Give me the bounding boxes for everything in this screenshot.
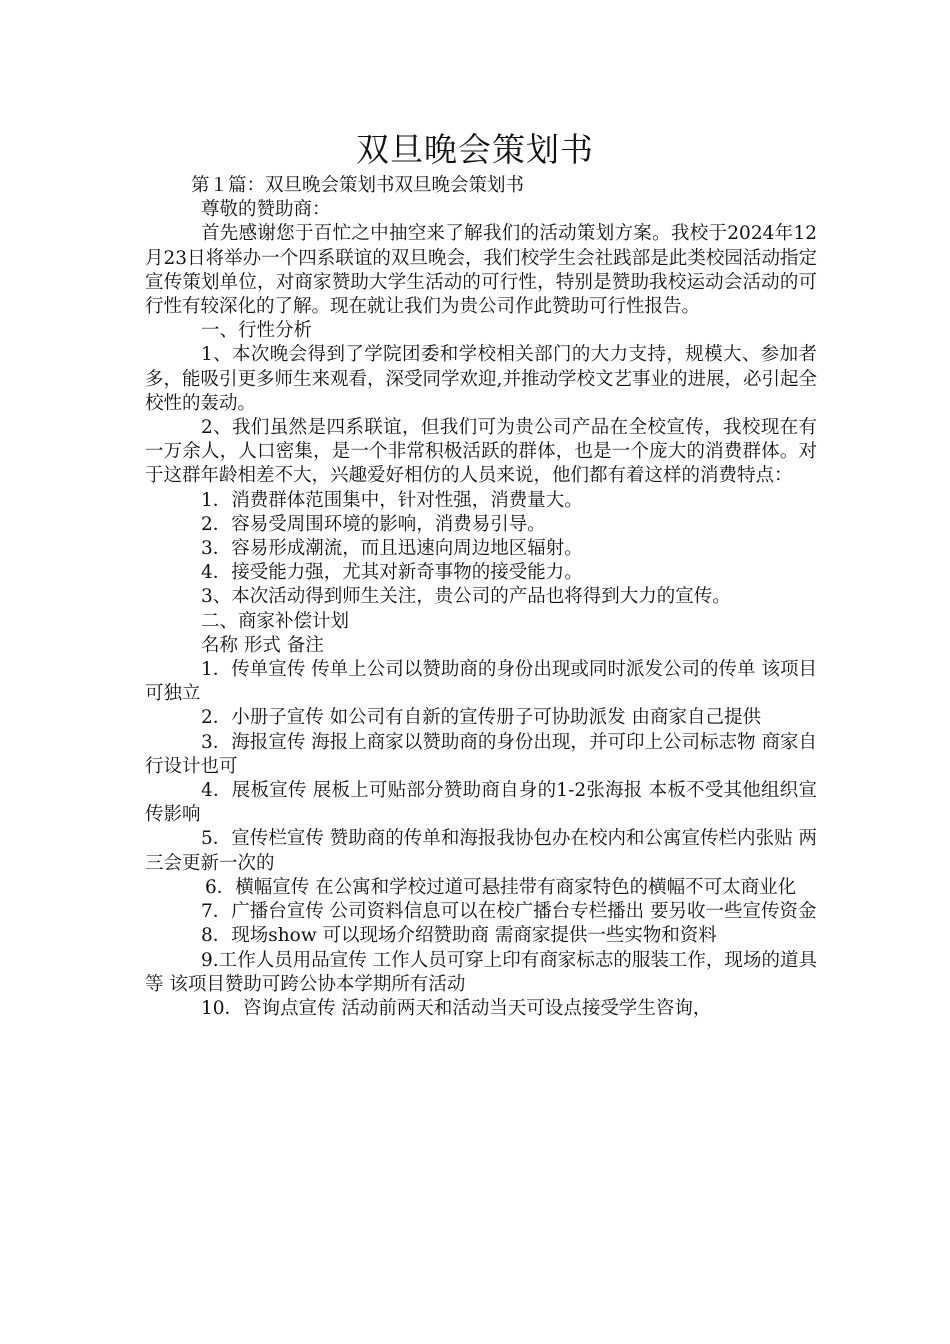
paragraph: 2、我们虽然是四系联谊，但我们可为贵公司产品在全校宣传，我校现在有一万余人，人口密集，是一个非常积极活跃的群体，也是一个庞大的消费群体。对于这群年龄相差不大，兴趣爱好相仿的人员来说，他们都有着这样的消费特点： — [145, 417, 817, 487]
paragraph: 9.工作人员用品宣传 工作人员可穿上印有商家标志的服装工作，现场的道具等 该项目赞助可跨公协本学期所有活动 — [145, 949, 817, 995]
paragraph: 7．广播台宣传 公司资料信息可以在校广播台专栏播出 要另收一些宣传资金 — [201, 901, 817, 923]
paragraph: 10．咨询点宣传 活动前两天和活动当天可设点接受学生咨询， — [201, 997, 712, 1019]
paragraph: 尊敬的赞助商： — [201, 199, 331, 221]
paragraph: 3、本次活动得到师生关注，贵公司的产品也将得到大力的宣传。 — [201, 586, 731, 608]
paragraph: 3．容易形成潮流，而且迅速向周边地区辐射。 — [201, 538, 583, 560]
document-title: 双旦晚会策划书 — [356, 130, 594, 169]
paragraph: 名称 形式 备注 — [201, 634, 324, 656]
document-body — [145, 174, 817, 1021]
paragraph: 5．宣传栏宣传 赞助商的传单和海报我协包办在校内和公寓宣传栏内张贴 两三会更新一次的 — [145, 828, 817, 874]
paragraph: 一、行性分析 — [201, 320, 313, 342]
paragraph: 1．传单宣传 传单上公司以赞助商的身份出现或同时派发公司的传单 该项目可独立 — [145, 659, 817, 705]
paragraph: 1．消费群体范围集中，针对性强，消费量大。 — [201, 489, 583, 511]
paragraph: 首先感谢您于百忙之中抽空来了解我们的活动策划方案。我校于2024年12月23日将举办一个四系联谊的双旦晚会，我们校学生会社践部是此类校园活动指定宣传策划单位，对商家赞助大学生活动的可行性，特别是赞助我校运动会活动的可行性有较深化的了解。现在就让我们为贵公司作此赞助可行性报告。 — [145, 223, 817, 318]
paragraph: 4．展板宣传 展板上可贴部分赞助商自身的1-2张海报 本板不受其他组织宣传影响 — [145, 780, 817, 826]
paragraph: 2．容易受周围环境的影响，消费易引导。 — [201, 513, 546, 535]
paragraph: 6．横幅宣传 在公寓和学校过道可悬挂带有商家特色的横幅不可太商业化 — [205, 876, 797, 898]
paragraph: 2．小册子宣传 如公司有自新的宣传册子可协助派发 由商家自己提供 — [201, 707, 762, 729]
paragraph: 二、商家补偿计划 — [201, 610, 350, 632]
paragraph: 3．海报宣传 海报上商家以赞助商的身份出现，并可印上公司标志物 商家自行设计也可 — [145, 731, 817, 777]
paragraph: 8．现场show 可以现场介绍赞助商 需商家提供一些实物和资料 — [201, 925, 717, 947]
paragraph: 1、本次晚会得到了学院团委和学校相关部门的大力支持，规模大、参加者多，能吸引更多师生来观看，深受同学欢迎,并推动学校文艺事业的进展，必引起全校性的轰动。 — [145, 344, 817, 414]
paragraph: 第１篇：双旦晚会策划书双旦晚会策划书 — [191, 175, 525, 196]
paragraph: 4．接受能力强，尤其对新奇事物的接受能力。 — [201, 562, 583, 584]
